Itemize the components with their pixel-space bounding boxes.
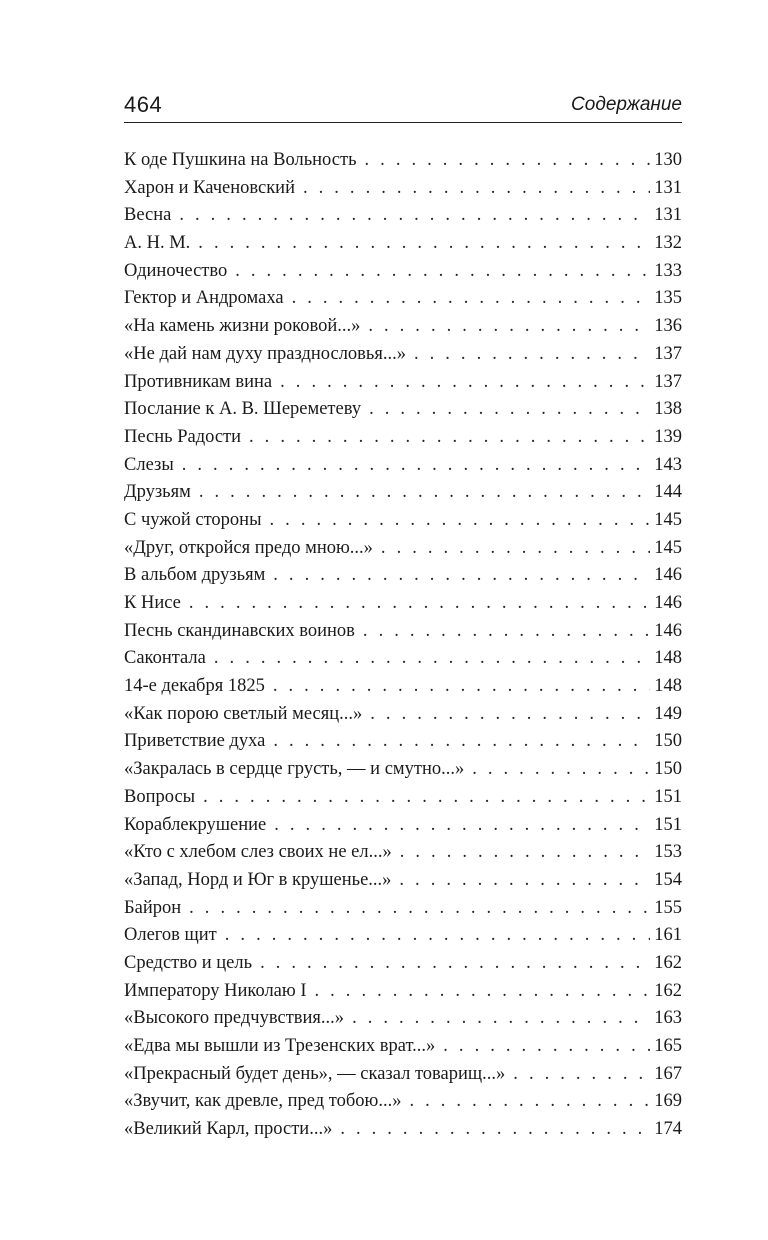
toc-entry-title: «Великий Карл, прости...» [124,1119,333,1140]
toc-entry-page: 137 [654,371,682,392]
toc-entry-page: 145 [654,509,682,530]
toc-entry-page: 169 [654,1091,682,1112]
toc-entry-page: 163 [654,1008,682,1029]
toc-entry-title: 14-е декабря 1825 [124,676,265,697]
toc-entry-page: 155 [654,897,682,918]
dot-leader [198,230,650,258]
dot-leader [273,673,650,701]
toc-entry-title: С чужой стороны [124,509,262,530]
toc-entry-title: Саконтала [124,648,206,669]
toc-entry [124,950,682,978]
toc-entry-page: 150 [654,759,682,780]
dot-leader [513,1061,650,1089]
toc-entry-title: Харон и Каченовский [124,177,295,198]
toc-entry-page: 133 [654,260,682,281]
toc-entry [124,1033,682,1061]
toc-entry-title: Кораблекрушение [124,814,267,835]
dot-leader [352,1005,650,1033]
toc-entry [124,313,682,341]
toc-entry [124,922,682,950]
toc-entry [124,535,682,563]
toc-entry [124,424,682,452]
toc-entry-page: 153 [654,842,682,863]
toc-entry-page: 154 [654,869,682,890]
dot-leader [214,645,650,673]
toc-entry-page: 130 [654,150,682,170]
toc-entry-title: «Едва мы вышли из Трезенских врат...» [124,1036,436,1056]
toc-entry-page: 162 [654,980,682,1001]
toc-entry-page: 150 [654,731,682,752]
dot-leader [363,618,650,646]
toc-entry [124,784,682,812]
table-of-contents [124,147,682,1144]
toc-entry-title: «Как порою светлый месяц...» [124,703,363,724]
toc-entry [124,452,682,480]
dot-leader [400,839,651,867]
dot-leader [260,950,650,978]
toc-entry-page: 149 [654,703,682,724]
toc-entry-title: «Запад, Норд и Юг в крушенье...» [124,869,392,890]
toc-entry [124,175,682,203]
dot-leader [189,895,650,923]
toc-entry-page: 151 [654,814,682,835]
toc-entry-title: Приветствие духа [124,731,266,752]
toc-entry-title: Олегов щит [124,925,217,946]
dot-leader [409,1088,650,1116]
toc-entry-page: 139 [654,426,682,447]
toc-entry [124,839,682,867]
dot-leader [199,479,650,507]
toc-entry [124,645,682,673]
toc-entry-title: Песнь скандинавских воинов [124,620,355,641]
toc-entry [124,867,682,895]
dot-leader [273,728,650,756]
dot-leader [472,756,650,784]
toc-entry-title: Императору Николаю I [124,980,307,1001]
toc-entry-title: «Звучит, как древле, пред тобою...» [124,1091,402,1112]
dot-leader [274,812,650,840]
dot-leader [179,202,650,230]
dot-leader [292,285,651,313]
toc-entry-page: 146 [654,620,682,641]
toc-entry-page: 165 [654,1036,682,1056]
toc-entry-title: Слезы [124,454,174,475]
toc-entry-title: Друзьям [124,482,191,503]
toc-entry [124,479,682,507]
toc-entry-page: 138 [654,399,682,420]
toc-entry-page: 174 [654,1119,682,1140]
toc-entry [124,728,682,756]
toc-entry [124,590,682,618]
toc-entry-page: 145 [654,537,682,558]
toc-entry [124,1116,682,1144]
toc-entry-title: «Друг, откройся предо мною...» [124,537,373,558]
dot-leader [368,313,650,341]
toc-entry-page: 148 [654,648,682,669]
running-title: Содержание [571,94,682,115]
dot-leader [315,978,651,1006]
page-header [124,88,682,123]
toc-entry [124,202,682,230]
toc-entry [124,1061,682,1089]
toc-entry [124,147,682,175]
toc-entry [124,812,682,840]
toc-entry-title: Вопросы [124,786,196,807]
toc-entry-title: Весна [124,205,172,226]
toc-entry-title: «Кто с хлебом слез своих не ел...» [124,842,392,863]
toc-entry [124,895,682,923]
toc-entry-title: Одиночество [124,260,228,281]
dot-leader [189,590,650,618]
toc-entry [124,369,682,397]
toc-entry-title: Байрон [124,897,182,918]
dot-leader [369,396,650,424]
toc-entry [124,562,682,590]
toc-entry-page: 146 [654,593,682,613]
toc-entry-title: Гектор и Андромаха [124,288,284,309]
toc-entry-page: 146 [654,565,682,586]
toc-entry-page: 131 [654,205,682,226]
toc-entry [124,618,682,646]
toc-entry [124,507,682,535]
toc-entry-page: 167 [654,1063,682,1084]
dot-leader [225,922,650,950]
dot-leader [249,424,650,452]
toc-entry-title: К оде Пушкина на Вольность [124,150,357,170]
toc-entry [124,230,682,258]
toc-entry-page: 151 [654,786,682,807]
dot-leader [414,341,650,369]
toc-entry [124,1088,682,1116]
toc-entry-title: В альбом друзьям [124,565,266,586]
toc-entry-title: Средство и цель [124,952,253,973]
toc-entry [124,701,682,729]
dot-leader [270,507,651,535]
dot-leader [182,452,651,480]
toc-entry-title: Песнь Радости [124,426,242,447]
dot-leader [443,1033,650,1061]
toc-entry [124,396,682,424]
toc-entry-page: 162 [654,952,682,973]
dot-leader [399,867,650,895]
dot-leader [340,1116,650,1144]
toc-entry [124,978,682,1006]
toc-entry [124,673,682,701]
dot-leader [235,258,650,286]
toc-entry-title: Противникам вина [124,371,273,392]
dot-leader [381,535,650,563]
toc-entry-title: Послание к А. В. Шереметеву [124,399,362,420]
dot-leader [273,562,650,590]
toc-entry-title: «Прекрасный будет день», — сказал товарищ...» [124,1063,506,1084]
toc-entry-title: А. Н. М. [124,233,191,254]
dot-leader [365,147,651,175]
toc-entry-title: «Не дай нам духу празднословья...» [124,343,406,364]
toc-entry [124,756,682,784]
toc-entry-title: К Нисе [124,593,181,613]
toc-entry-page: 132 [654,233,682,254]
toc-entry-title: «Высокого предчувствия...» [124,1008,345,1029]
toc-entry-page: 148 [654,676,682,697]
toc-entry-title: «Закралась в сердце грусть, — и смутно...» [124,759,465,780]
toc-entry [124,258,682,286]
toc-entry-page: 137 [654,343,682,364]
toc-entry-page: 136 [654,316,682,337]
dot-leader [370,701,650,729]
toc-entry-page: 143 [654,454,682,475]
toc-entry [124,285,682,313]
toc-entry [124,1005,682,1033]
toc-entry [124,341,682,369]
toc-entry-page: 131 [654,177,682,198]
page-number: 464 [124,92,163,117]
dot-leader [203,784,650,812]
toc-entry-page: 144 [654,482,682,503]
toc-entry-page: 161 [654,925,682,946]
toc-entry-page: 135 [654,288,682,309]
dot-leader [280,369,650,397]
dot-leader [303,175,650,203]
toc-entry-title: «На камень жизни роковой...» [124,316,361,337]
